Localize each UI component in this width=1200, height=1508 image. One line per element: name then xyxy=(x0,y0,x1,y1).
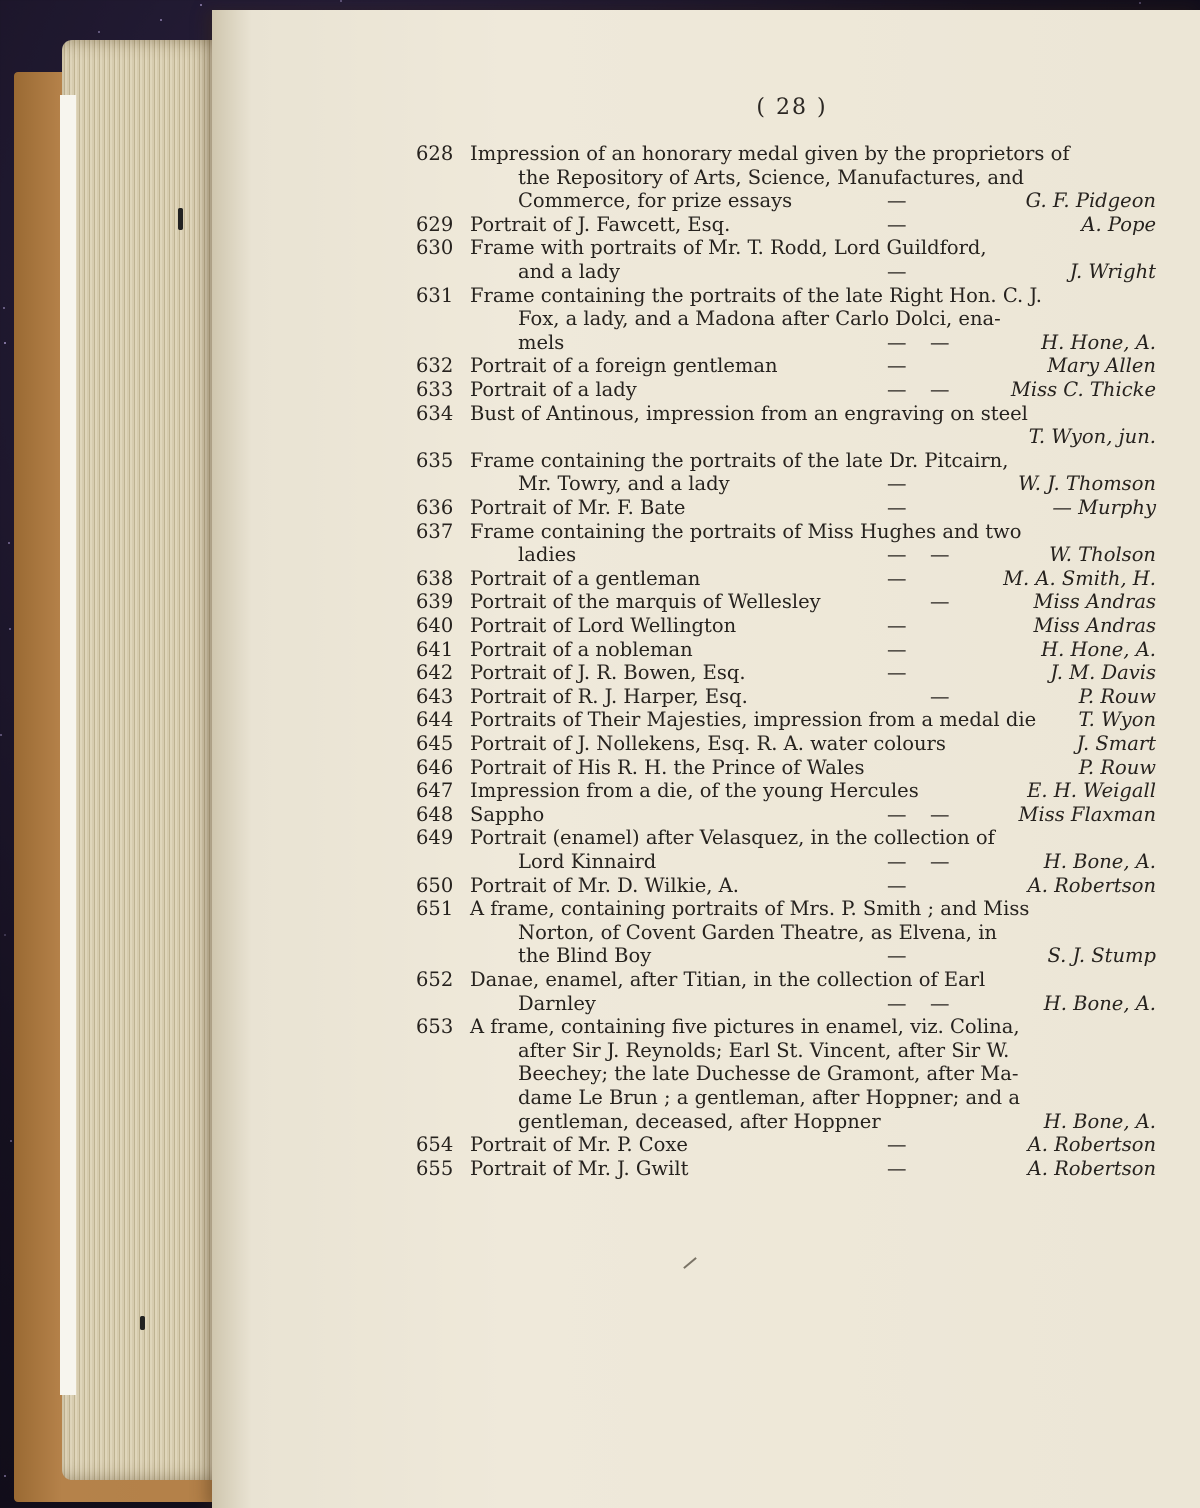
entry-title: A frame, containing five pictures in enamel, viz. Colina, xyxy=(470,1015,1020,1039)
entry-number: 642 xyxy=(416,661,454,685)
artist-name: Miss Flaxman xyxy=(1018,802,1156,826)
em-dash: — xyxy=(887,354,907,378)
entry-number: 637 xyxy=(416,519,454,543)
entry-line xyxy=(0,732,1200,756)
entry-line xyxy=(0,779,1200,803)
artist-name: M. A. Smith, H. xyxy=(1003,566,1156,590)
entry-number: 629 xyxy=(416,212,454,236)
entry-title: Norton, of Covent Garden Theatre, as Elvena, in xyxy=(518,920,997,944)
entry-line xyxy=(0,1157,1200,1181)
entry-line xyxy=(0,260,1200,284)
entry-number: 650 xyxy=(416,873,454,897)
entry-number: 634 xyxy=(416,401,454,425)
em-dash: — xyxy=(887,873,907,897)
entry-title: after Sir J. Reynolds; Earl St. Vincent, after Sir W. xyxy=(518,1038,1010,1062)
entry-title: Portrait of Lord Wellington xyxy=(470,614,737,637)
star-dot xyxy=(4,1475,6,1477)
artist-name: A. Robertson xyxy=(1027,1156,1156,1180)
entry-number: 655 xyxy=(416,1156,454,1180)
entry-number: 645 xyxy=(416,732,454,755)
entry-number: 638 xyxy=(416,566,454,590)
entry-title: Portrait (enamel) after Velasquez, in the collection of xyxy=(470,826,995,850)
entry-number: 648 xyxy=(416,802,454,826)
entry-number: 630 xyxy=(416,236,454,260)
entry-title: Frame containing the portraits of the late Right Hon. C. J. xyxy=(470,283,1042,307)
entry-number: 643 xyxy=(416,684,454,708)
em-dash: — xyxy=(887,260,907,283)
entry-line xyxy=(0,638,1200,662)
entry-line xyxy=(0,236,1200,260)
artist-name: Mary Allen xyxy=(1047,354,1156,378)
entry-line xyxy=(0,189,1200,213)
ink-mark xyxy=(140,1316,145,1330)
entry-title: Portrait of the marquis of Wellesley xyxy=(470,590,821,614)
artist-name: W. Tholson xyxy=(1049,543,1156,567)
entry-line xyxy=(0,850,1200,874)
entry-line xyxy=(0,284,1200,308)
em-dash: — xyxy=(887,566,907,590)
entry-title: and a lady xyxy=(518,260,621,283)
star-dot xyxy=(98,31,100,33)
entry-title: Portrait of Mr. P. Coxe xyxy=(470,1133,688,1157)
entry-title: Mr. Towry, and a lady xyxy=(518,472,730,496)
entry-line xyxy=(0,425,1200,449)
artist-name: Miss Andras xyxy=(1033,614,1156,637)
entry-title: Portrait of a gentleman xyxy=(470,566,701,590)
entry-line xyxy=(0,614,1200,638)
entry-title: Sappho xyxy=(470,802,545,826)
em-dash: — xyxy=(887,1133,907,1157)
em-dash: — xyxy=(887,661,907,685)
em-dash: — xyxy=(887,330,907,354)
em-dash: — xyxy=(930,330,950,354)
artist-name: P. Rouw xyxy=(1078,684,1156,708)
em-dash: — xyxy=(930,802,950,826)
em-dash: — xyxy=(930,590,950,614)
artist-name: A. Robertson xyxy=(1027,873,1156,897)
entry-title: Portrait of J. Nollekens, Esq. R. A. water colours xyxy=(470,732,946,755)
entry-title: the Repository of Arts, Science, Manufactures, and xyxy=(518,165,1025,189)
artist-name: — Murphy xyxy=(1052,496,1156,519)
artist-name: H. Bone, A. xyxy=(1043,850,1156,873)
artist-name: P. Rouw xyxy=(1078,755,1156,779)
artist-name: Miss C. Thicke xyxy=(1010,378,1156,401)
em-dash: — xyxy=(887,850,907,873)
star-dot xyxy=(160,19,162,21)
em-dash: — xyxy=(887,212,907,236)
entry-title: Portrait of Mr. J. Gwilt xyxy=(470,1156,689,1180)
entry-number: 649 xyxy=(416,826,454,850)
artist-name: T. Wyon, jun. xyxy=(1028,425,1156,449)
em-dash: — xyxy=(887,189,907,213)
entry-title: Portrait of a nobleman xyxy=(470,637,693,661)
entry-line xyxy=(0,449,1200,473)
artist-name: H. Hone, A. xyxy=(1041,637,1156,661)
entry-title: Impression from a die, of the young Hercules xyxy=(470,779,919,803)
em-dash: — xyxy=(887,614,907,637)
em-dash: — xyxy=(930,378,950,401)
entry-line xyxy=(0,921,1200,945)
em-dash: — xyxy=(887,472,907,496)
artist-name: J. M. Davis xyxy=(1050,661,1156,685)
entry-title: Portraits of Their Majesties, impression from a medal die xyxy=(470,708,1037,732)
entry-line xyxy=(0,708,1200,732)
artist-name: W. J. Thomson xyxy=(1018,472,1156,496)
entry-line xyxy=(0,166,1200,190)
entry-number: 654 xyxy=(416,1133,454,1157)
em-dash: — xyxy=(930,991,950,1015)
artist-name: S. J. Stump xyxy=(1047,944,1156,968)
entry-number: 631 xyxy=(416,283,454,307)
entry-line xyxy=(0,1133,1200,1157)
em-dash: — xyxy=(887,944,907,968)
entry-line xyxy=(0,756,1200,780)
entry-line xyxy=(0,142,1200,166)
artist-name: E. H. Weigall xyxy=(1027,779,1156,803)
artist-name: T. Wyon xyxy=(1078,708,1156,732)
artist-name: G. F. Pidgeon xyxy=(1025,189,1156,213)
em-dash: — xyxy=(887,496,907,519)
entry-number: 653 xyxy=(416,1015,454,1039)
entry-line xyxy=(0,803,1200,827)
entry-number: 652 xyxy=(416,968,454,991)
em-dash: — xyxy=(930,850,950,873)
entry-line xyxy=(0,1062,1200,1086)
entry-line xyxy=(0,897,1200,921)
entry-line xyxy=(0,213,1200,237)
entry-number: 635 xyxy=(416,448,454,472)
entry-number: 636 xyxy=(416,496,454,519)
entry-title: mels xyxy=(518,330,565,354)
em-dash: — xyxy=(887,637,907,661)
star-dot xyxy=(1139,2,1141,4)
entry-title: gentleman, deceased, after Hoppner xyxy=(518,1109,881,1133)
artist-name: H. Hone, A. xyxy=(1041,330,1156,354)
entry-line xyxy=(0,968,1200,992)
artist-name: J. Smart xyxy=(1076,732,1156,755)
entry-title: Darnley xyxy=(518,991,596,1015)
entry-line xyxy=(0,331,1200,355)
entry-title: Commerce, for prize essays xyxy=(518,189,793,213)
em-dash: — xyxy=(887,802,907,826)
entry-title: Fox, a lady, and a Madona after Carlo Dolci, ena- xyxy=(518,307,1001,331)
entry-line xyxy=(0,1086,1200,1110)
em-dash: — xyxy=(887,991,907,1015)
artist-name: H. Bone, A. xyxy=(1043,991,1156,1015)
entry-number: 651 xyxy=(416,897,454,921)
entry-title: Portrait of Mr. F. Bate xyxy=(470,496,686,519)
entry-line xyxy=(0,685,1200,709)
page-number: ( 28 ) xyxy=(756,95,828,120)
entry-line xyxy=(0,496,1200,520)
artist-name: A. Pope xyxy=(1081,212,1156,236)
entry-line xyxy=(0,307,1200,331)
entry-line xyxy=(0,1015,1200,1039)
star-dot xyxy=(200,4,202,6)
entry-number: 647 xyxy=(416,779,454,803)
em-dash: — xyxy=(887,1156,907,1180)
entry-number: 644 xyxy=(416,708,454,732)
entry-title: Impression of an honorary medal given by the proprietors of xyxy=(470,142,1070,165)
entry-title: A frame, containing portraits of Mrs. P. Smith ; and Miss xyxy=(470,897,1030,921)
entry-number: 646 xyxy=(416,755,454,779)
entry-line xyxy=(0,992,1200,1016)
entry-title: Frame containing the portraits of Miss Hughes and two xyxy=(470,519,1022,543)
entry-line xyxy=(0,590,1200,614)
entry-line xyxy=(0,1039,1200,1063)
entry-number: 633 xyxy=(416,378,454,401)
entry-line xyxy=(0,1110,1200,1134)
entry-title: dame Le Brun ; a gentleman, after Hoppner; and a xyxy=(518,1086,1020,1109)
entry-line xyxy=(0,661,1200,685)
entry-title: Frame containing the portraits of the late Dr. Pitcairn, xyxy=(470,448,1009,472)
entry-line xyxy=(0,826,1200,850)
entry-line xyxy=(0,402,1200,426)
entry-number: 640 xyxy=(416,614,454,637)
entry-line xyxy=(0,378,1200,402)
entry-number: 639 xyxy=(416,590,454,614)
entry-title: Portrait of Mr. D. Wilkie, A. xyxy=(470,873,739,897)
entry-title: Lord Kinnaird xyxy=(518,850,657,873)
em-dash: — xyxy=(887,543,907,567)
entry-title: Portrait of J. Fawcett, Esq. xyxy=(470,212,731,236)
entry-line xyxy=(0,543,1200,567)
entry-number: 632 xyxy=(416,354,454,378)
entry-line xyxy=(0,944,1200,968)
entry-line xyxy=(0,354,1200,378)
entry-title: Portrait of His R. H. the Prince of Wales xyxy=(470,755,865,779)
artist-name: Miss Andras xyxy=(1033,590,1156,614)
entry-title: Beechey; the late Duchesse de Gramont, after Ma- xyxy=(518,1062,1019,1086)
artist-name: H. Bone, A. xyxy=(1043,1109,1156,1133)
entry-title: Frame with portraits of Mr. T. Rodd, Lord Guildford, xyxy=(470,236,987,260)
artist-name: J. Wright xyxy=(1069,260,1156,283)
entry-title: the Blind Boy xyxy=(518,944,652,968)
entry-title: Portrait of R. J. Harper, Esq. xyxy=(470,684,748,708)
em-dash: — xyxy=(930,684,950,708)
entry-line xyxy=(0,520,1200,544)
entry-title: Portrait of a lady xyxy=(470,378,637,401)
entry-line xyxy=(0,874,1200,898)
star-dot xyxy=(340,0,342,2)
entry-number: 641 xyxy=(416,637,454,661)
entry-line xyxy=(0,472,1200,496)
entry-number: 628 xyxy=(416,142,454,165)
artist-name: A. Robertson xyxy=(1027,1133,1156,1157)
entry-title: Danae, enamel, after Titian, in the collection of Earl xyxy=(470,968,986,991)
entry-title: Portrait of J. R. Bowen, Esq. xyxy=(470,661,746,685)
entry-title: Bust of Antinous, impression from an engraving on steel xyxy=(470,401,1028,425)
entry-line xyxy=(0,567,1200,591)
entry-title: ladies xyxy=(518,543,577,567)
entry-title: Portrait of a foreign gentleman xyxy=(470,354,778,378)
em-dash: — xyxy=(930,543,950,567)
em-dash: — xyxy=(887,378,907,401)
